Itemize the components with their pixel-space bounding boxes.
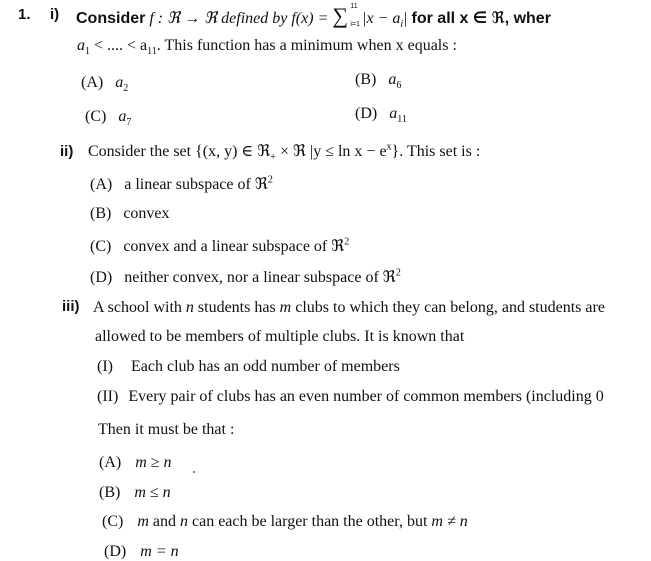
option-label: (A) (99, 454, 122, 471)
part-label-iii: iii) (62, 298, 80, 315)
option-label: (D) (355, 105, 378, 122)
set-text-a: Consider the set {(x, y) ∈ ℜ (88, 143, 271, 160)
part-iii-option-a[interactable] (99, 454, 172, 472)
option-var: a (118, 108, 127, 125)
part-label-i: i) (50, 6, 60, 23)
option-var: a (115, 74, 124, 91)
option-sup: 2 (267, 174, 273, 186)
condition-label: (I) (97, 358, 113, 375)
option-label: (C) (102, 513, 124, 530)
option-text: m ≤ n (134, 484, 171, 501)
option-label: (C) (90, 238, 112, 255)
abs-term-sub: i (400, 19, 404, 31)
set-sup-x: x (386, 141, 392, 153)
condition-text: Every pair of clubs has an even number of common members (including 0 (128, 388, 604, 405)
option-sub: 2 (123, 83, 129, 95)
part-ii-option-b[interactable] (90, 205, 170, 223)
abs-term-close: | (403, 10, 408, 27)
set-text-b: × ℜ |y ≤ ln x − e (275, 143, 387, 160)
part-ii-option-d[interactable] (90, 267, 401, 287)
option-sub: 7 (126, 117, 132, 129)
part-i-option-c[interactable] (85, 108, 132, 129)
stray-dot (193, 471, 195, 473)
option-label: (D) (104, 543, 127, 560)
part-ii-option-a[interactable] (90, 174, 273, 194)
option-label: (B) (99, 484, 121, 501)
a1-var: a (77, 37, 85, 54)
option-label: (B) (90, 205, 112, 222)
part-iii-option-c[interactable] (102, 513, 468, 531)
stem-var-n: n (185, 299, 194, 316)
summation-symbol: ∑ 11 i=1 (332, 3, 360, 28)
stem-line1-b: students has (193, 299, 280, 316)
part-ii-option-c[interactable] (90, 236, 349, 256)
option-sup: 2 (344, 236, 350, 248)
part-iii-stem-line2: allowed to be members of multiple clubs. It is known that (95, 328, 465, 345)
sum-upper-limit: 11 (350, 3, 358, 10)
part-iii-stem-line1 (93, 299, 605, 317)
stem-line2-rest: . This function has a minimum when x equals : (156, 37, 457, 54)
option-var: a (388, 71, 397, 88)
option-text: neither convex, nor a linear subspace of ℜ (124, 269, 396, 286)
middle-text: can each be larger than the other, but (188, 513, 432, 530)
option-text: convex (123, 205, 170, 222)
abs-term (362, 10, 408, 31)
option-text: convex and a linear subspace of ℜ (123, 238, 345, 255)
condition-text: Each club has an odd number of members (130, 358, 400, 375)
inequality-chain: < .... < a (90, 37, 148, 54)
a1-sub: 1 (85, 46, 90, 58)
part-ii-stem (88, 141, 481, 164)
abs-term-open: |x − a (362, 10, 401, 27)
m-neq-n: m ≠ n (431, 513, 468, 530)
part-i-option-a[interactable] (81, 74, 129, 95)
option-label: (A) (90, 176, 113, 193)
part-i-stem-line1 (76, 3, 551, 31)
option-label: (B) (355, 71, 377, 88)
then-statement: Then it must be that : (98, 421, 235, 438)
part-i-stem-line2 (77, 37, 457, 58)
a11-sub: 11 (147, 46, 157, 58)
option-text: m ≥ n (135, 454, 172, 471)
stem-line1-c: clubs to which they can belong, and students are (291, 299, 605, 316)
condition-label: (II) (97, 388, 119, 405)
condition-i (97, 358, 400, 376)
part-iii-option-d[interactable] (104, 543, 179, 561)
option-text: m = n (140, 543, 179, 560)
option-var: a (389, 105, 398, 122)
and-word: and (148, 513, 180, 530)
stem-rest: for all x ∈ ℜ, wher (411, 10, 551, 27)
part-i-option-b[interactable] (355, 71, 402, 92)
option-sub: 11 (397, 114, 407, 126)
function-mapping: f : ℜ → ℜ defined by (149, 10, 288, 27)
part-i-option-d[interactable] (355, 105, 407, 126)
condition-ii (97, 388, 604, 406)
var-n: n (180, 513, 188, 530)
option-text (137, 513, 467, 530)
option-label: (C) (85, 108, 107, 125)
question-number: 1. (18, 6, 31, 23)
set-text-c: }. This set is : (391, 143, 481, 160)
part-iii-option-b[interactable] (99, 484, 171, 502)
option-label: (A) (81, 74, 104, 91)
option-label: (D) (90, 269, 113, 286)
var-m: m (137, 513, 149, 530)
option-text: a linear subspace of ℜ (124, 176, 268, 193)
consider-word: Consider (76, 10, 146, 27)
option-sup: 2 (395, 267, 401, 279)
stem-var-m: m (279, 299, 292, 316)
sum-lower-limit: i=1 (350, 21, 360, 28)
function-def: f(x) = (291, 10, 329, 27)
set-sub-plus: + (270, 152, 276, 164)
part-label-ii: ii) (60, 143, 74, 160)
option-sub: 6 (396, 80, 402, 92)
stem-line1-a: A school with (93, 299, 186, 316)
